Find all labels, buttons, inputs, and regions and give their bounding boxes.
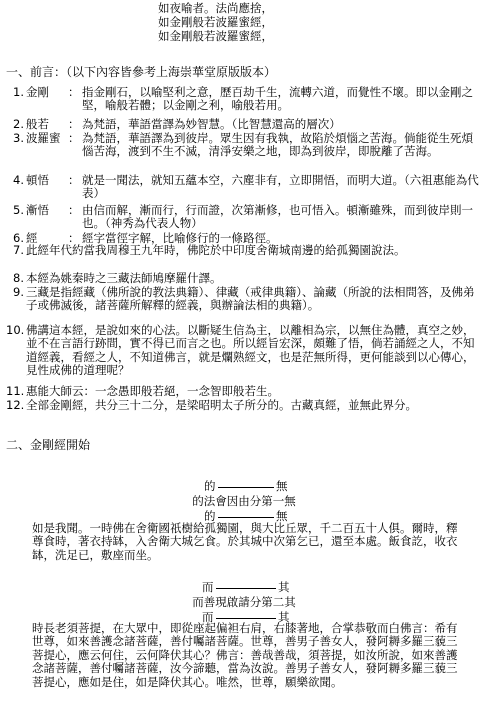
item-text: 全部金剛經，共分三十二分，是梁昭明太子所分的。古藏真經，並無此界分。 bbox=[26, 398, 417, 412]
item-text: 為梵語，華語譯為到彼岸。眾生因有我執，故陷於煩惱之苦海。倘能從生死煩惱苦海，渡到不生不滅，清淨安樂之地，即為到彼岸，即脫離了苦海。 bbox=[82, 131, 473, 159]
item-term: 漸悟 bbox=[26, 203, 49, 217]
item-number: 11. bbox=[6, 384, 25, 398]
sutra-paragraph-1: 如是我聞。一時佛在舍衛國祇樹給孤獨園，與大比丘眾，千二百五十人俱。爾時，釋尊食時，著衣持缽，入舍衛大城乞食。於其城中次第乞已，還至本處。飯食訖，收衣缽，洗足已，敷座而坐。 bbox=[32, 521, 458, 562]
item-number: 7. bbox=[13, 243, 24, 257]
intro-line: 如夜喻者。法尚應捨， bbox=[158, 1, 273, 15]
item-term: 經 bbox=[26, 231, 38, 245]
item-text: 經字當徑字解，比喻修行的一條路徑。 bbox=[82, 231, 278, 245]
title-tail-char: 無 bbox=[276, 509, 288, 523]
title-rule bbox=[216, 618, 276, 619]
title-tail-char: 無 bbox=[276, 479, 288, 493]
item-text: 本經為姚秦時之三藏法師鳩摩羅什譯。 bbox=[26, 271, 222, 285]
item-number: 8. bbox=[13, 271, 24, 285]
item-number: 1. bbox=[13, 85, 24, 99]
item-colon: ： bbox=[68, 117, 80, 131]
item-text: 由信而解，漸而行，行而證，次第漸修，也可悟入。頓漸雖殊，而到彼岸則一也。（神秀為代表人物） bbox=[82, 203, 473, 231]
intro-block bbox=[158, 2, 273, 44]
item-number: 4. bbox=[13, 173, 24, 187]
item-text: 惠能大師云：一念愚即般若絕，一念智即般若生。 bbox=[26, 384, 279, 398]
title-lead-char: 而 bbox=[202, 580, 214, 594]
intro-line: 如金剛般若波羅蜜經， bbox=[158, 29, 273, 43]
item-number: 12. bbox=[6, 398, 25, 412]
title-lead-char: 的 bbox=[204, 509, 216, 523]
item-term: 般若 bbox=[26, 117, 49, 131]
sutra-paragraph-2: 時長老須菩提，在大眾中，即從座起偏袒右肩，右膝著地，合掌恭敬而白佛言：希有世尊，如來善護念諸菩薩，善付囑諸菩薩。世尊，善男子善女人，發阿耨多羅三藐三菩提心，應云何住，云何降伏其心？佛言：善哉善哉，須菩提，如汝所說，如來善護念諸菩薩，善付囑諸菩薩，汝今諦聽，當為汝說。善男子善女人，發阿耨多羅三藐三菩提心，應如是住，如是降伏其心。唯然，世尊，願樂欲聞。 bbox=[32, 621, 458, 689]
intro-line: 如金剛般若波羅蜜經， bbox=[158, 15, 273, 29]
item-number: 10. bbox=[6, 323, 25, 337]
chapter-title: 而善現啟請分第二其 bbox=[192, 595, 296, 609]
chapter-title: 的法會因由分第一無 bbox=[192, 494, 296, 508]
item-colon: ： bbox=[68, 85, 80, 99]
title-tail-char: 其 bbox=[278, 580, 290, 594]
item-text: 為梵語，華語當譯為妙智慧。（比智慧還高的層次） bbox=[82, 117, 341, 131]
item-text: 三藏是指經藏（佛所說的教法典籍）、律藏（戒律典籍）、論藏（所說的法相問答，及佛弟子或佛滅後，諸菩薩所解釋的經義，與辦論法相的典籍）。 bbox=[26, 285, 475, 313]
title-rule bbox=[218, 487, 274, 488]
item-number: 2. bbox=[13, 117, 24, 131]
item-number: 9. bbox=[13, 285, 24, 299]
item-term: 波羅蜜 bbox=[26, 131, 61, 145]
item-colon: ： bbox=[68, 131, 80, 145]
section-heading-preface: 一、前言：（以下內容皆參考上海崇華堂原版版本） bbox=[6, 65, 277, 79]
title-tail-char: 其 bbox=[278, 610, 290, 624]
item-text: 此經年代約當我周穆王九年時，佛陀於中印度舍衛城南邊的給孤獨園說法。 bbox=[26, 243, 406, 257]
item-colon: ： bbox=[68, 231, 80, 245]
title-rule bbox=[218, 517, 274, 518]
item-text: 就是一聞法，就知五蘊本空，六塵非有，立即開悟，而明大道。（六祖惠能為代表） bbox=[82, 173, 479, 201]
section-heading-sutra: 二、金剛經開始 bbox=[6, 438, 91, 452]
item-text: 指金剛石，以喻堅利之意，歷百劫千生，流轉六道，而覺性不壞。即以金剛之堅，喻般若體；以金剛之利，喻般若用。 bbox=[82, 85, 473, 113]
title-lead-char: 的 bbox=[204, 479, 216, 493]
item-text: 佛講這本經，是說如來的心法。以斷疑生信為主，以離相為宗，以無住為體，真空之妙，並不在言語行跡間，實不得已而言之也。所以經旨宏深，頗難了悟，倘若誦經之人，不知道經義，看經之人，不知道佛言，就是爛熟經文，也是茫無所得，更何能談到以心傳心，見性成佛的道理呢？ bbox=[26, 323, 475, 378]
item-colon: ： bbox=[68, 173, 80, 187]
item-term: 金剛 bbox=[26, 85, 49, 99]
item-term: 頓悟 bbox=[26, 173, 49, 187]
item-number: 3. bbox=[13, 131, 24, 145]
item-number: 6. bbox=[13, 231, 24, 245]
item-colon: ： bbox=[68, 203, 80, 217]
title-lead-char: 而 bbox=[202, 610, 214, 624]
item-number: 5. bbox=[13, 203, 24, 217]
title-rule bbox=[216, 588, 276, 589]
